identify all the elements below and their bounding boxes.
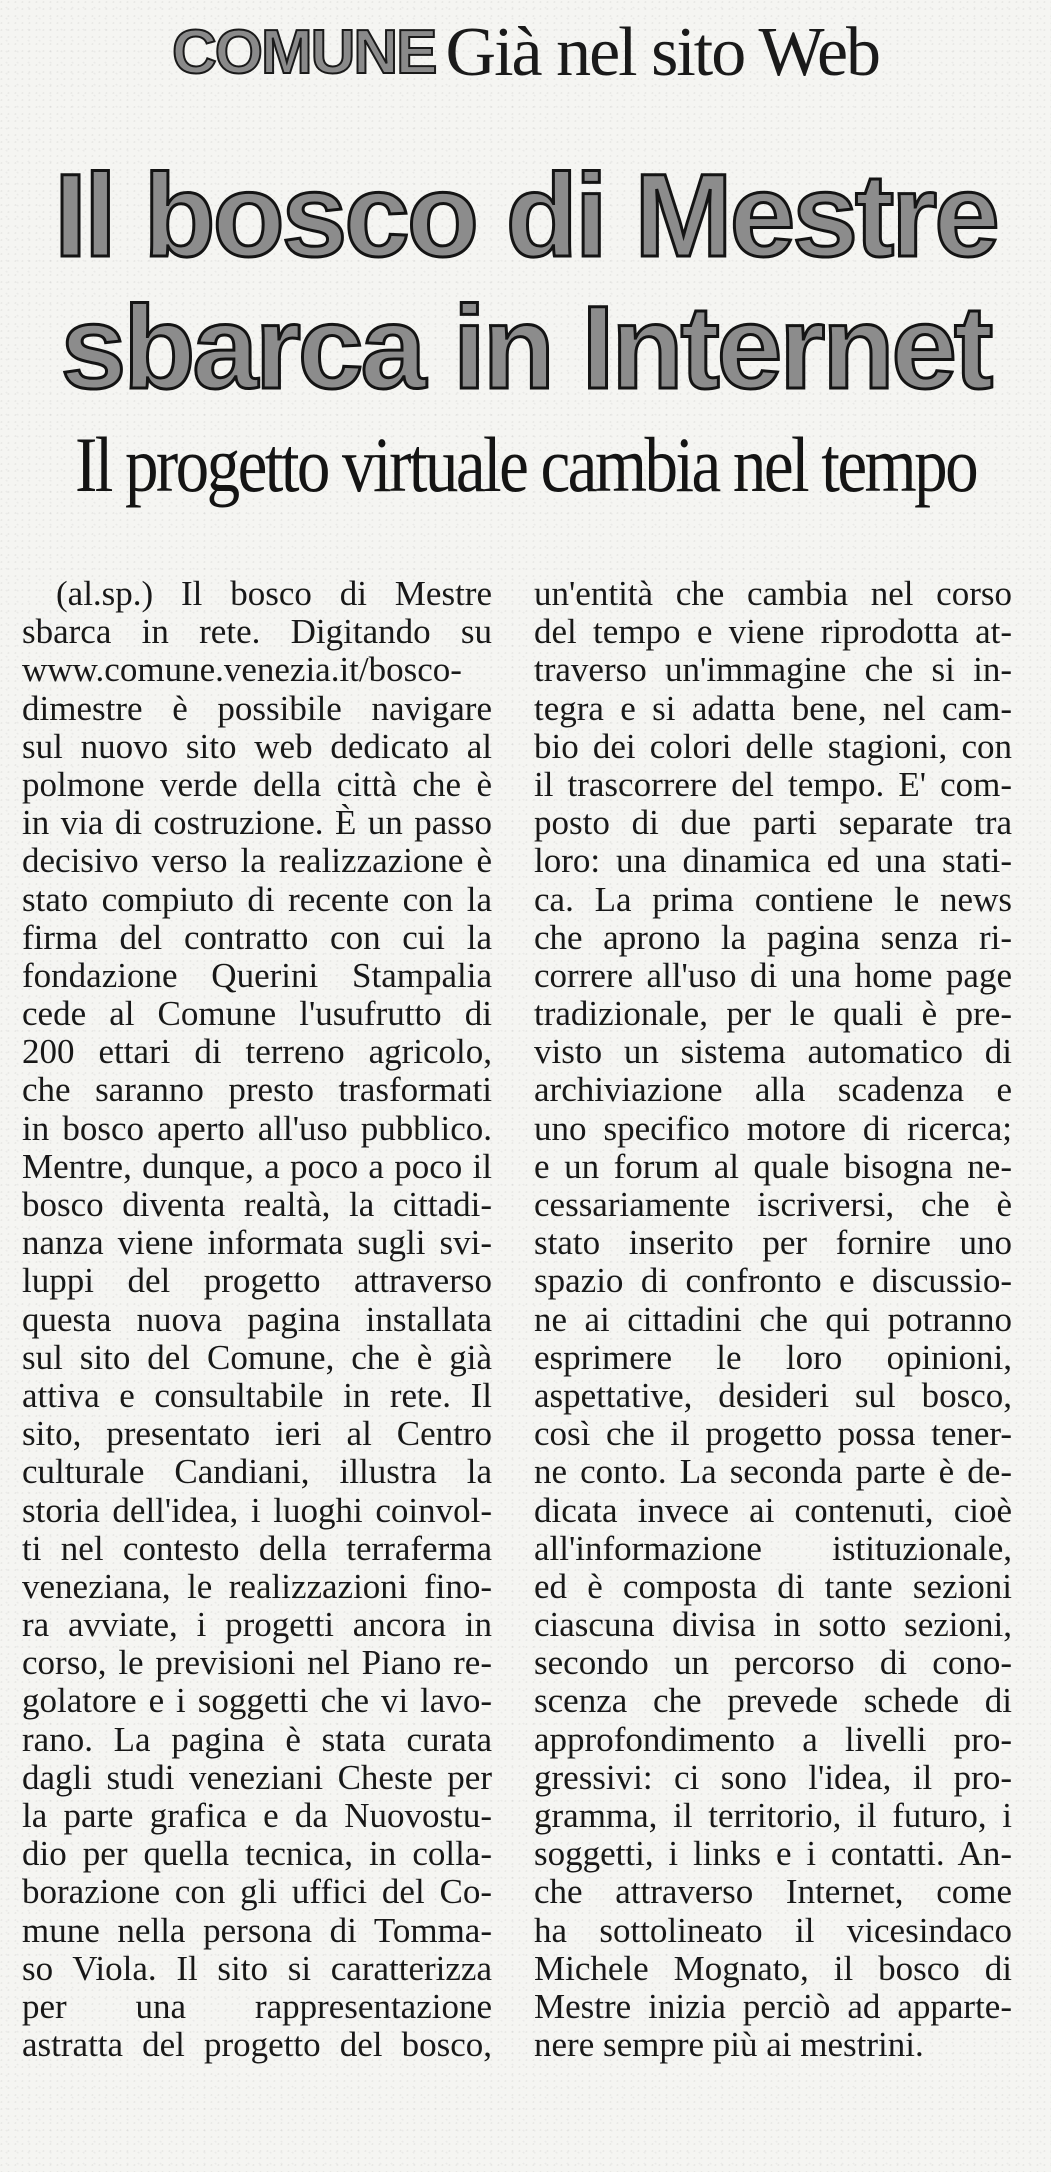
article-column-right bbox=[534, 575, 1012, 2064]
article-text-line: correre all'uso di una home page bbox=[534, 955, 1012, 995]
article-text-line: che attraverso Internet, come bbox=[534, 1872, 1012, 1912]
article-text-line: scenza che prevede schede di bbox=[534, 1681, 1012, 1721]
headline bbox=[0, 150, 1051, 414]
article-text-line: corso, le previsioni nel Piano re- bbox=[22, 1643, 492, 1683]
article-text-line: ti nel contesto della terraferma bbox=[22, 1528, 492, 1568]
subheadline: Il progetto virtuale cambia nel tempo bbox=[74, 421, 977, 508]
article-text-line: sito, presentato ieri al Centro bbox=[22, 1414, 492, 1454]
article-text-line: Mestre inizia perciò ad apparte- bbox=[534, 1986, 1012, 2026]
article-text-line: tegra e si adatta bene, nel cam- bbox=[534, 688, 1012, 728]
article-text-line: così che il progetto possa tener- bbox=[534, 1414, 1012, 1454]
article-text-line: esprimere le loro opinioni, bbox=[534, 1337, 1012, 1377]
article-text-line: veneziana, le realizzazioni fino- bbox=[22, 1566, 492, 1606]
article-text-line: fondazione Querini Stampalia bbox=[22, 955, 492, 995]
article-text-line: che aprono la pagina senza ri- bbox=[534, 917, 1012, 957]
article-text-line: nanza viene informata sugli svi- bbox=[22, 1223, 492, 1263]
article-text-line: loro: una dinamica ed una stati- bbox=[534, 841, 1012, 881]
article-text-line: ne conto. La seconda parte è de- bbox=[534, 1452, 1012, 1492]
article-text-line: firma del contratto con cui la bbox=[22, 917, 492, 957]
article-text-line: ra avviate, i progetti ancora in bbox=[22, 1605, 492, 1645]
article-text-line: so Viola. Il sito si caratterizza bbox=[22, 1948, 492, 1988]
article-text-line: traverso un'immagine che si in- bbox=[534, 650, 1012, 690]
article-text-line: dagli studi veneziani Cheste per bbox=[22, 1757, 492, 1797]
article-text-line: archiviazione alla scadenza e bbox=[534, 1070, 1012, 1110]
article-text-line: in bosco aperto all'uso pubblico. bbox=[22, 1108, 492, 1148]
article-text-line: cede al Comune l'usufrutto di bbox=[22, 994, 492, 1034]
article-text-line: gramma, il territorio, il futuro, i bbox=[534, 1796, 1012, 1835]
article-text-line: ha sottolineato il vicesindaco bbox=[534, 1910, 1012, 1950]
article-text-line: per una rappresentazione bbox=[22, 1986, 492, 2026]
article-text-line: in via di costruzione. È un passo bbox=[22, 803, 492, 843]
article-text-line: cessariamente iscriversi, che è bbox=[534, 1185, 1012, 1224]
article-text-line: mune nella persona di Tomma- bbox=[22, 1910, 492, 1950]
article-text-line: bio dei colori delle stagioni, con bbox=[534, 726, 1012, 766]
article-text-line: attiva e consultabile in rete. Il bbox=[22, 1375, 492, 1415]
article-text-line: (al.sp.) Il bosco di Mestre bbox=[56, 574, 492, 613]
article-text-line: www.comune.venezia.it/bosco- bbox=[22, 650, 462, 690]
article-text-line: stato compiuto di recente con la bbox=[22, 879, 492, 919]
article-text-line: questa nuova pagina installata bbox=[22, 1299, 492, 1339]
article-text-line: dicata invece ai contenuti, cioè bbox=[534, 1490, 1012, 1530]
article-text-line: Mentre, dunque, a poco a poco il bbox=[22, 1146, 492, 1186]
article-text-line: 200 ettari di terreno agricolo, bbox=[22, 1032, 492, 1072]
article-text-line: del tempo e viene riprodotta at- bbox=[534, 612, 1012, 652]
article-text-line: ed è composta di tante sezioni bbox=[534, 1566, 1012, 1606]
article-text-line: polmone verde della città che è bbox=[22, 764, 492, 804]
article-text-line: visto un sistema automatico di bbox=[534, 1032, 1012, 1072]
article-text-line: dimestre è possibile navigare bbox=[22, 688, 492, 728]
headline-line: sbarca in Internet bbox=[60, 282, 991, 414]
article-text-line: sbarca in rete. Digitando su bbox=[22, 612, 492, 652]
article-text-line: e un forum al quale bisogna ne- bbox=[534, 1146, 1012, 1186]
kicker-section: COMUNE bbox=[171, 18, 436, 87]
article-text-line: ca. La prima contiene le news bbox=[534, 879, 1012, 919]
article-text-line: dio per quella tecnica, in colla- bbox=[22, 1834, 492, 1874]
article-text-line: il trascorrere del tempo. E' com- bbox=[534, 764, 1012, 804]
article-text-line: aspettative, desideri sul bosco, bbox=[534, 1375, 1012, 1415]
article-text-line: secondo un percorso di cono- bbox=[534, 1643, 1012, 1683]
article-text-line: storia dell'idea, i luoghi coinvol- bbox=[22, 1490, 492, 1530]
article-text-line: Michele Mognato, il bosco di bbox=[534, 1948, 1012, 1988]
article-text-line: sul sito del Comune, che è già bbox=[22, 1337, 492, 1377]
article-column-left bbox=[22, 575, 492, 2064]
article-text-line: astratta del progetto del bosco, bbox=[22, 2025, 492, 2065]
article-text-line: soggetti, i links e i contatti. An- bbox=[534, 1834, 1012, 1874]
article-text-line: posto di due parti separate tra bbox=[534, 803, 1012, 843]
article-text-line: sul nuovo sito web dedicato al bbox=[22, 726, 492, 766]
article-text-line: decisivo verso la realizzazione è bbox=[22, 841, 492, 881]
article-text-line: golatore e i soggetti che vi lavo- bbox=[22, 1681, 492, 1721]
article-text-line: approfondimento a livelli pro- bbox=[534, 1719, 1012, 1759]
article-text-line: bosco diventa realtà, la cittadi- bbox=[22, 1185, 492, 1224]
article-text-line: ciascuna divisa in sotto sezioni, bbox=[534, 1605, 1012, 1645]
article-text-line: luppi del progetto attraverso bbox=[22, 1261, 492, 1301]
kicker bbox=[0, 14, 1051, 91]
article-text-line: che saranno presto trasformati bbox=[22, 1070, 492, 1110]
article-text-line: tradizionale, per le quali è pre- bbox=[534, 994, 1012, 1034]
headline-line: Il bosco di Mestre bbox=[54, 150, 997, 282]
article-text-line: stato inserito per fornire uno bbox=[534, 1223, 1012, 1263]
article-text-line: gressivi: ci sono l'idea, il pro- bbox=[534, 1757, 1012, 1797]
article-text-line: spazio di confronto e discussio- bbox=[534, 1261, 1012, 1301]
article-text-line: rano. La pagina è stata curata bbox=[22, 1719, 492, 1759]
article-text-line: borazione con gli uffici del Co- bbox=[22, 1872, 492, 1912]
article-text-line: all'informazione istituzionale, bbox=[534, 1528, 1012, 1568]
article-text-line: un'entità che cambia nel corso bbox=[534, 574, 1012, 613]
article-text-line: uno specifico motore di ricerca; bbox=[534, 1108, 1012, 1148]
article-text-line: la parte grafica e da Nuovostu- bbox=[22, 1796, 492, 1835]
article-text-line: nere sempre più ai mestrini. bbox=[534, 2025, 924, 2065]
article-text-line: ne ai cittadini che qui potranno bbox=[534, 1299, 1012, 1339]
kicker-text: Già nel sito Web bbox=[445, 14, 880, 91]
article-text-line: culturale Candiani, illustra la bbox=[22, 1452, 492, 1492]
